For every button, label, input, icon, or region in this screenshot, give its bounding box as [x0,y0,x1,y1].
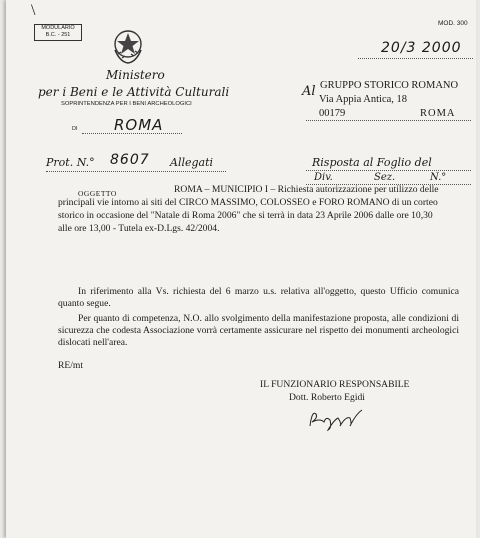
city-handwritten: ROMA [114,116,164,134]
handwritten-signature [306,406,366,432]
recipient-city: ROMA [420,108,456,119]
ministry-line1: Ministero [106,68,165,82]
body-paragraph-2: Per quanto di competenza, N.O. allo svolgimento della manifestazione proposta, alle condizioni di sicurezza che codesta Associazione vorrà certamente assicurare nel rispetto dei monumenti archeologici dislocati nell'area. [58,313,459,349]
form-code-line2: B.C. - 251 [45,31,71,38]
office-name: SOPRINTENDENZA PER I BENI ARCHEOLOGICI [61,101,192,107]
republic-emblem-icon [110,26,146,66]
prot-line [46,171,226,172]
risposta-line [306,170,471,171]
risposta-label: Risposta al Foglio del [312,156,432,169]
ministry-line2: per i Beni e le Attività Culturali [38,85,230,99]
document-sheet [6,0,476,538]
subject-line4: alle ore 13,00 - Tutela ex-D.Lgs. 42/2004. [58,223,220,234]
form-code-box [34,24,82,41]
subject-line2: principali vie intorno ai siti del CIRCO MASSIMO, COLOSSEO e FORO ROMANO di un corteo [58,197,438,208]
date-line [358,58,473,59]
subject-line3: storico in occasione del "Natale di Roma 2006" che si terrà in data 23 Aprile 2006 dalle ore 10,30 [58,210,433,221]
recipient-postal-code: 00179 [319,108,346,119]
sez-label: Sez. [374,172,396,183]
corner-mark: \ [31,2,36,19]
recipient-name: GRUPPO STORICO ROMANO [320,80,459,91]
div-label: Div. [314,172,333,183]
signatory-name: Dott. Roberto Egidi [289,392,365,403]
recipient-line [306,120,471,121]
signatory-title: IL FUNZIONARIO RESPONSABILE [260,379,410,390]
recipient-street: Via Appia Antica, 18 [319,94,408,105]
date-handwritten: 20/3 2000 [381,40,462,56]
di-label: DI [72,126,78,132]
mod-label: MOD. 300 [438,20,468,27]
oggetto-label: OGGETTO [78,189,117,198]
prot-number: 8607 [110,152,150,168]
initials: RE/mt [58,360,84,371]
subject-line1: ROMA – MUNICIPIO I – Richiesta autorizzazione per utilizzo delle [174,184,439,195]
al-label: Al [302,84,316,99]
n-label: N.° [430,172,447,183]
form-code-line1: MODULARIO [41,25,75,31]
allegati-label: Allegati [170,156,214,169]
prot-label: Prot. N.° [46,156,95,169]
body-paragraph-1: In riferimento alla Vs. richiesta del 6 marzo u.s. relativa all'oggetto, questo Ufficio comunica quanto segue. [58,286,459,310]
